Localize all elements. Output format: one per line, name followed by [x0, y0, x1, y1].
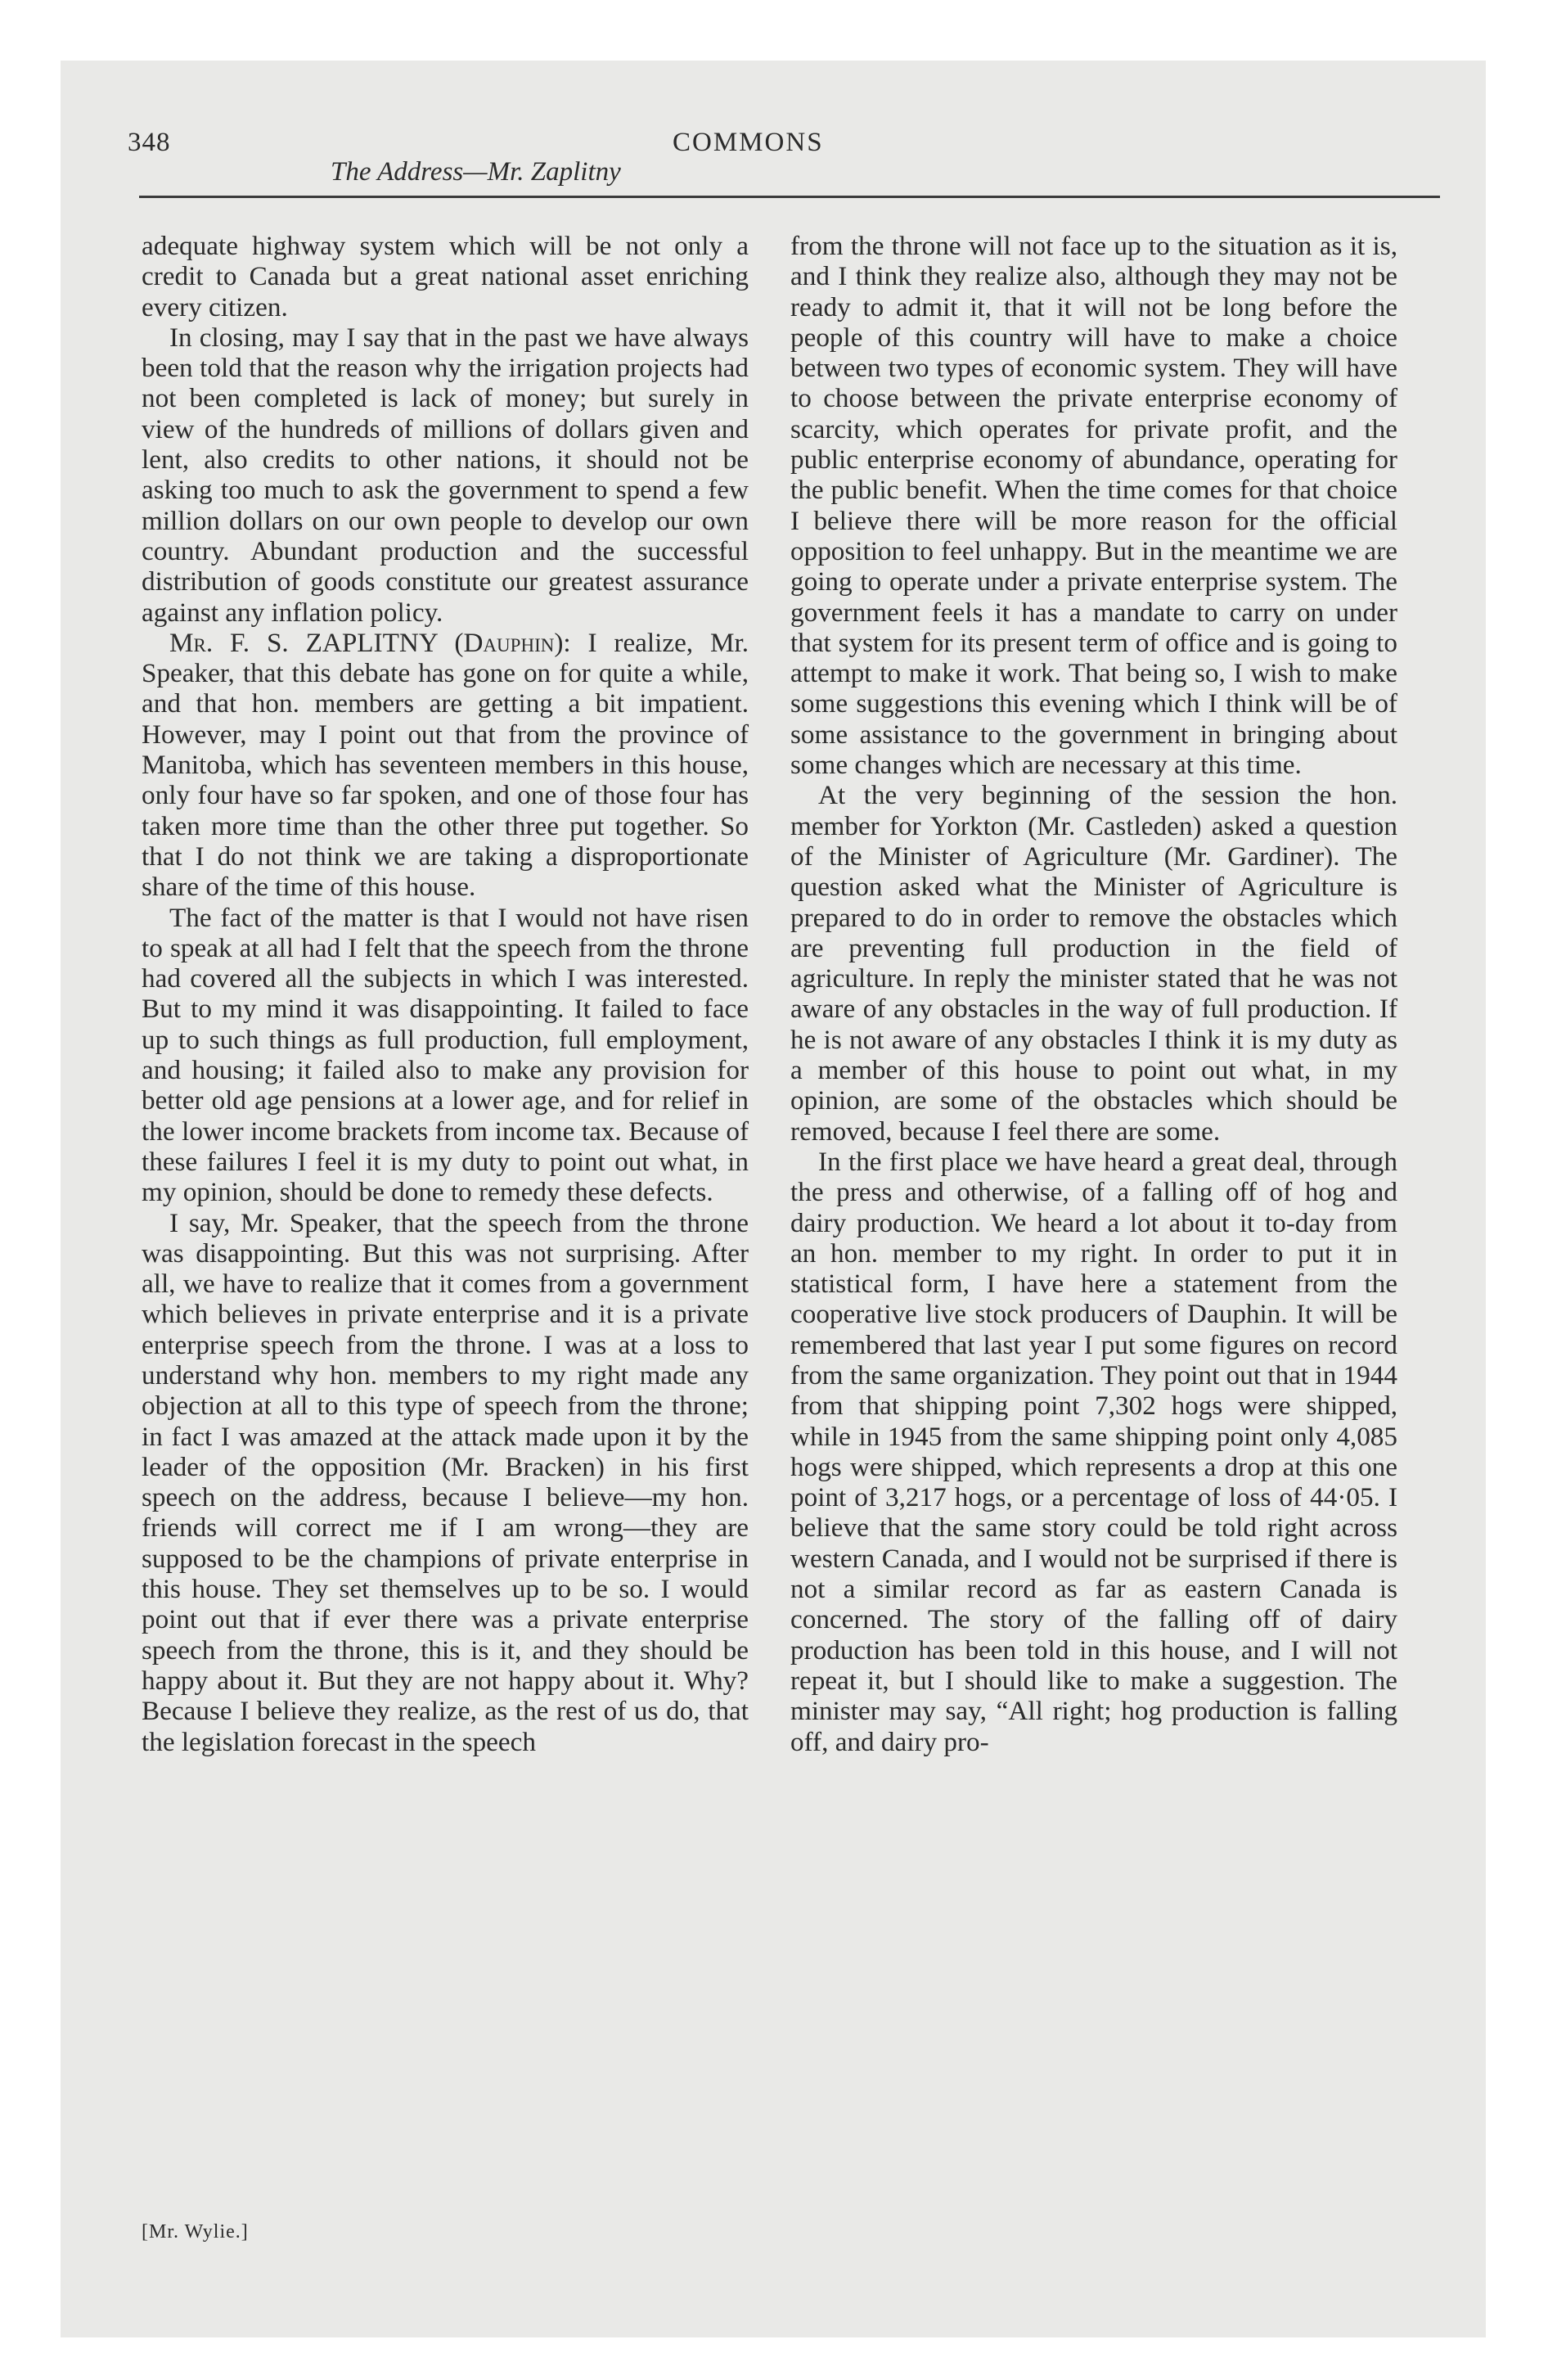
header-rule: [139, 196, 1440, 198]
paragraph: from the throne will not face up to the situation as it is, and I think they realize also, although they may not be ready to admit it, that it will not be long before the people of this country will have to make a choice between two types of economic system. They will have to choose between the private enterprise economy of scarcity, which operates for private profit, and the public enterprise economy of abundance, operating for the public benefit. When the time comes for that choice I believe there will be more reason for the official opposition to feel unhappy. But in the meantime we are going to operate under a private enterprise system. The government feels it has a mandate to carry on under that system for its present term of office and is going to attempt to make it work. That being so, I wish to make some suggestions this evening which I think will be of some assistance to the government in bringing about some changes which are necessary at this time.: [790, 231, 1397, 781]
speech-text: I realize, Mr. Speaker, that this debate has gone on for quite a while, and that hon. members are getting a bit impatient. However, may I point out that from the province of Manitoba, which has seventeen members in this house, only four have so far spoken, and one of those four has taken more time than the other three put together. So that I do not think we are taking a disproportionate share of the time of this house.: [142, 627, 749, 903]
scanned-page-background: [61, 61, 1486, 2337]
paragraph: In the first place we have heard a great deal, through the press and otherwise, of a falling off of hog and dairy production. We heard a lot about it to-day from an hon. member to my right. In order to put it in statistical form, I have here a statement from the cooperative live stock producers of Dauphin. It will be remembered that last year I put some figures on record from the same organization. They point out that in 1944 from that shipping point 7,302 hogs were shipped, while in 1945 from the same shipping point only 4,085 hogs were shipped, which represents a drop at this one point of 3,217 hogs, or a percentage of loss of 44·05. I believe that the same story could be told right across western Canada, and I would not be surprised if there is not a similar record as far as eastern Canada is concerned. The story of the falling off of dairy production has been told in this house, and I will not repeat it, but I should like to make a suggestion. The minister may say, “All right; hog production is falling off, and dairy pro-: [790, 1146, 1397, 1757]
running-title: COMMONS: [673, 128, 824, 157]
footer-note: [Mr. Wylie.]: [142, 2221, 249, 2243]
paragraph: In closing, may I say that in the past we have always been told that the reason why the irrigation projects had not been completed is lack of money; but surely in view of the hundreds of millions of dollars given and lent, also credits to other nations, it should not be asking too much to ask the government to spend a few million dollars on our own people to develop our own country. Abundant production and the successful distribution of goods constitute our greatest assurance against any inflation policy.: [142, 322, 749, 628]
running-subtitle: The Address—Mr. Zaplitny: [331, 157, 621, 187]
page-number: 348: [128, 128, 171, 157]
left-column: [142, 231, 749, 1757]
paragraph: adequate highway system which will be not only a credit to Canada but a great national asset enriching every citizen.: [142, 231, 749, 322]
page-header: [128, 128, 1420, 218]
paragraph: At the very beginning of the session the hon. member for Yorkton (Mr. Castleden) asked a question of the Minister of Agriculture (Mr. Gardiner). The question asked what the Minister of Agriculture is prepared to do in order to remove the obstacles which are preventing full production in the field of agriculture. In reply the minister stated that he was not aware of any obstacles in the way of full production. If he is not aware of any obstacles I think it is my duty as a member of this house to point out what, in my opinion, are some of the obstacles which should be removed, because I feel there are some.: [790, 780, 1397, 1147]
right-column: [790, 231, 1397, 1757]
paragraph: [142, 628, 749, 903]
paragraph: I say, Mr. Speaker, that the speech from the throne was disappointing. But this was not surprising. After all, we have to realize that it comes from a government which believes in private enterprise and it is a private enterprise speech from the throne. I was at a loss to understand why hon. members to my right made any objection at all to this type of speech from the throne; in fact I was amazed at the attack made upon it by the leader of the opposition (Mr. Bracken) in his first speech on the address, because I believe—my hon. friends will correct me if I am wrong—they are supposed to be the champions of private enterprise in this house. They set themselves up to be so. I would point out that if ever there was a private enterprise speech from the throne, this is it, and they should be happy about it. But they are not happy about it. Why? Because I believe they realize, as the rest of us do, that the legislation forecast in the speech: [142, 1207, 749, 1757]
paragraph: The fact of the matter is that I would not have risen to speak at all had I felt that the speech from the throne had covered all the subjects in which I was interested. But to my mind it was disappointing. It failed to face up to such things as full production, full employment, and housing; it failed also to make any provision for better old age pensions at a lower age, and for relief in the lower income brackets from income tax. Because of these failures I feel it is my duty to point out what, in my opinion, should be done to remedy these defects.: [142, 902, 749, 1208]
speaker-name: Mr. F. S. ZAPLITNY (Dauphin):: [169, 627, 571, 658]
document-page: [61, 61, 1486, 2337]
